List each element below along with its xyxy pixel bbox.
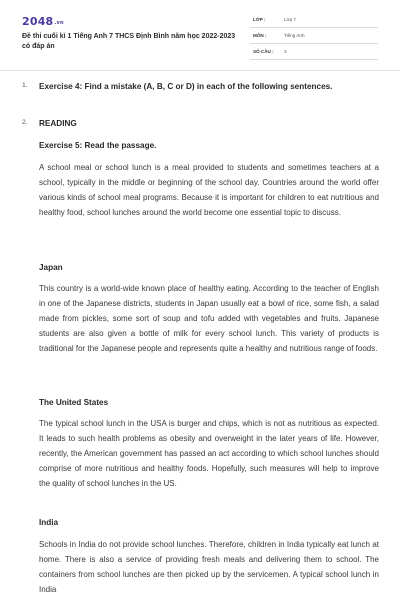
india-paragraph: Schools in India do not provide school lunches. Therefore, children in India typically eat lunch at home. There is also a service of providing fresh meals and delivering them to school. The containers from school lunches are then picked up by the servicemen. A typical school lunch in India	[39, 540, 379, 594]
meta-row-question-count	[250, 45, 378, 60]
meta-value: Lớp 7	[284, 17, 296, 22]
section-number: 2.	[22, 119, 28, 126]
intro-paragraph: A school meal or school lunch is a meal provided to students and sometimes teachers at a school, typically in the middle or beginning of the school day. Countries around the world offer various kinds of school meal programs. Because it is important for children to eat nutritious and healthy food, school lunches around the world become one essential topic to discuss.	[39, 163, 379, 217]
logo-text: 2048	[22, 15, 54, 28]
meta-key: LỚP :	[253, 17, 266, 22]
exercise-5-heading: Exercise 5: Read the passage.	[39, 141, 157, 150]
meta-row-subject	[250, 29, 378, 44]
japan-paragraph: This country is a world-wide known place of healthy eating. According to the teacher of English in one of the Japanese districts, students in Japan usually eat a bowl of rice, some fish, a salad made from pickles, some sort of soup and tofu added with vegetables and fruits. Japanese students are also given a bottle of milk for every school lunch. This variety of products is traditional for the Japanese people and represents quite a healthy and nutritious range of foods.	[39, 284, 379, 353]
document-title: Đề thi cuối kì 1 Tiếng Anh 7 THCS Định Bình năm học 2022-2023 có đáp án	[22, 33, 236, 50]
india-heading: India	[39, 518, 59, 527]
reading-heading: READING	[39, 119, 77, 128]
meta-key: SỐ CÂU :	[253, 49, 274, 54]
site-logo[interactable]	[22, 15, 64, 28]
usa-paragraph: The typical school lunch in the USA is burger and chips, which is not as nutritious as expected. It leads to such health problems as obesity and overweight in the later years of life. However, recently, the American government has passed an act according to which school lunches should comprise of more nutritious and healthy foods. Hopefully, such measures will help to improve the quality of school lunches in the US.	[39, 419, 379, 488]
meta-key: MÔN :	[253, 33, 267, 38]
meta-info-box	[250, 13, 378, 61]
exercise-4-heading: Exercise 4: Find a mistake (A, B, C or D) in each of the following sentences.	[39, 82, 333, 91]
meta-value: 3	[284, 49, 287, 54]
japan-heading: Japan	[39, 263, 63, 272]
logo-suffix: .vn	[54, 20, 64, 26]
meta-value: Tiếng Anh	[284, 33, 305, 38]
meta-row-class	[250, 13, 378, 28]
header-divider	[0, 70, 400, 71]
section-number: 1.	[22, 82, 28, 89]
usa-heading: The United States	[39, 398, 109, 407]
page-header	[0, 0, 400, 66]
